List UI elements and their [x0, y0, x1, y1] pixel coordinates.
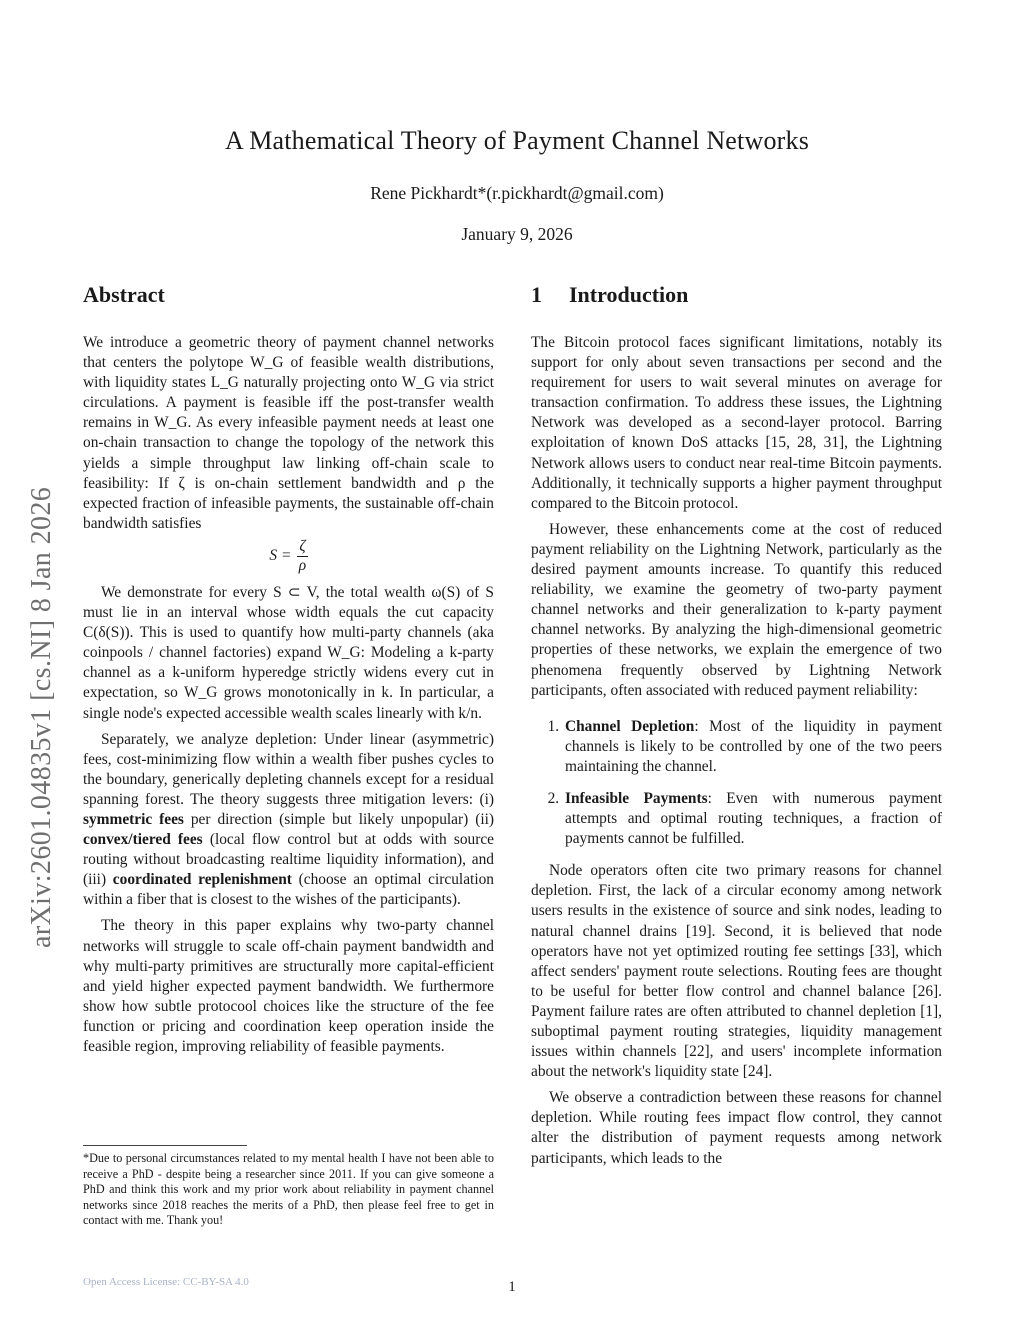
- formula-lhs: S =: [269, 547, 292, 565]
- abstract-p3-text-e: (choose an optimal circulation within a fiber that is closest to the wishes of the participants).: [83, 871, 494, 909]
- list-item-text: : Most of the liquidity in payment channels is likely to be controlled by one of the two peers maintaining the channel.: [565, 717, 942, 775]
- paper-title: A Mathematical Theory of Payment Channel Networks: [224, 126, 810, 155]
- list-item-term: Infeasible Payments: [565, 789, 708, 807]
- formula-denominator: ρ: [298, 556, 307, 574]
- abstract-column: [83, 282, 494, 1057]
- convex-fees-term: convex/tiered fees: [83, 831, 203, 849]
- intro-paragraph-3: Node operators often cite two primary reasons for channel depletion. First, the lack of a circular economy among network users results in the existence of source and sink nodes, leading to natural channel drains [19]. Second, it is believed that node operators have not yet optimized routing fee settings [33], which affect senders' payment route selections. Routing fees are thought to be useful for better flow control and channel balance [26]. Payment failure rates are often attributed to channel depletion [1], suboptimal payment routing strategies, liquidity management issues within channels [22], and users' incomplete information about the network's liquidity state [24].: [531, 862, 942, 1081]
- formula-fraction: [297, 538, 307, 575]
- abstract-paragraph-3: [83, 730, 494, 911]
- arxiv-identifier: arXiv:2601.04835v1 [cs.NI] 8 Jan 2026: [26, 486, 57, 948]
- list-item-term: Channel Depletion: [565, 717, 695, 735]
- abstract-p3-text-a: Separately, we analyze depletion: Under linear (asymmetric) fees, cost-minimizing flow within a wealth fiber pushes cycles to the boundary, generically depleting channels except for a residual spanning forest. The theory suggests three mitigation levers: (i): [83, 730, 494, 808]
- formula-numerator: ζ: [299, 537, 306, 555]
- introduction-column: [531, 282, 942, 1169]
- footnote: *Due to personal circumstances related to my mental health I have not been able to receive a PhD - despite being a researcher since 2011. If you can give someone a PhD and think this work and my prior work about reliability in payment channel networks since 2018 reaches the merits of a PhD, then please feel free to get in contact with me. Thank you!: [83, 1151, 494, 1228]
- section-title: Introduction: [569, 282, 689, 307]
- footnote-rule: [83, 1145, 247, 1146]
- abstract-paragraph-2: We demonstrate for every S ⊂ V, the total wealth ω(S) of S must lie in an interval whose width equals the cut capacity C(δ(S)). This is used to quantify how multi-party channels (aka coinpools / channel factories) expand W_G: Modeling a k-party channel as a k-uniform hyperedge strictly widens every cut in expectation, so W_G grows monotonically in k. In particular, a single node's expected accessible wealth scales linearly with k/n.: [83, 583, 494, 722]
- page-number: 1: [508, 1279, 516, 1295]
- paper-date: January 9, 2026: [461, 224, 573, 244]
- phenomena-list: [531, 717, 942, 850]
- author-line: Rene Pickhardt*(r.pickhardt@gmail.com): [370, 183, 664, 203]
- abstract-paragraph-4: The theory in this paper explains why two-party channel networks will struggle to scale off-chain payment bandwidth and why multi-party primitives are structurally more capital-efficient and yield higher expected payment bandwidth. We furthermore show how subtle protocool choices like the structure of the fee function or pricing and coordination keep operation inside the feasible region, improving reliability of feasible payments.: [83, 917, 494, 1055]
- list-item-text: : Even with numerous payment attempts and optimal routing techniques, a fraction of payments cannot be fulfilled.: [565, 789, 942, 848]
- coordinated-replenishment-term: coordinated replenishment: [112, 871, 292, 889]
- throughput-formula: [83, 538, 494, 575]
- symmetric-fees-term: symmetric fees: [83, 810, 184, 828]
- abstract-heading: Abstract: [83, 282, 165, 307]
- abstract-paragraph-1: We introduce a geometric theory of payment channel networks that centers the polytope W_G of feasible wealth distributions, with liquidity states L_G naturally projecting onto W_G via strict circulations. A payment is feasible iff the post-transfer wealth remains in W_G. As every infeasible payment needs at least one on-chain transaction to change the topology of the network this yields a simple throughput law linking off-chain scale to feasibility: If ζ is on-chain settlement bandwidth and ρ the expected fraction of infeasible payments, the sustainable off-chain bandwidth satisfies: [83, 334, 494, 532]
- abstract-p3-text-d: (local flow control but at odds with source routing without broadcasting realtime liquidity information), and (iii): [83, 831, 495, 889]
- abstract-p3-text-c: per direction (simple but likely unpopular) (ii): [183, 810, 494, 828]
- intro-paragraph-1: The Bitcoin protocol faces significant limitations, notably its support for only about seven transactions per second and the requirement for users to wait several minutes on average for transaction confirmation. To address these issues, the Lightning Network was developed as a second-layer protocol. Barring exploitation of known DoS attacks [15, 28, 31], the Lightning Network allows users to conduct near real-time Bitcoin payments. Additionally, it technically supports a higher payment throughput compared to the Bitcoin protocol.: [531, 334, 942, 512]
- intro-paragraph-2: However, these enhancements come at the cost of reduced payment reliability on the Lightning Network, particularly as the desired payment amounts increase. To quantify this reduced reliability, we examine the geometry of two-party payment channel networks and their generalization to k-party payment channel networks. By analyzing the high-dimensional geometric properties of these networks, we explain the emergence of two phenomena frequently observed by Lightning Network participants, often associated with reduced payment reliability:: [531, 520, 942, 699]
- list-item: [563, 789, 942, 849]
- intro-paragraph-4: We observe a contradiction between these reasons for channel depletion. While routing fees impact flow control, they cannot alter the distribution of payment requests among network participants, which leads to the: [531, 1089, 942, 1167]
- section-number: 1: [531, 282, 542, 307]
- introduction-heading: [531, 282, 942, 308]
- license-note: Open Access License: CC-BY-SA 4.0: [83, 1276, 249, 1288]
- list-item: [563, 717, 942, 777]
